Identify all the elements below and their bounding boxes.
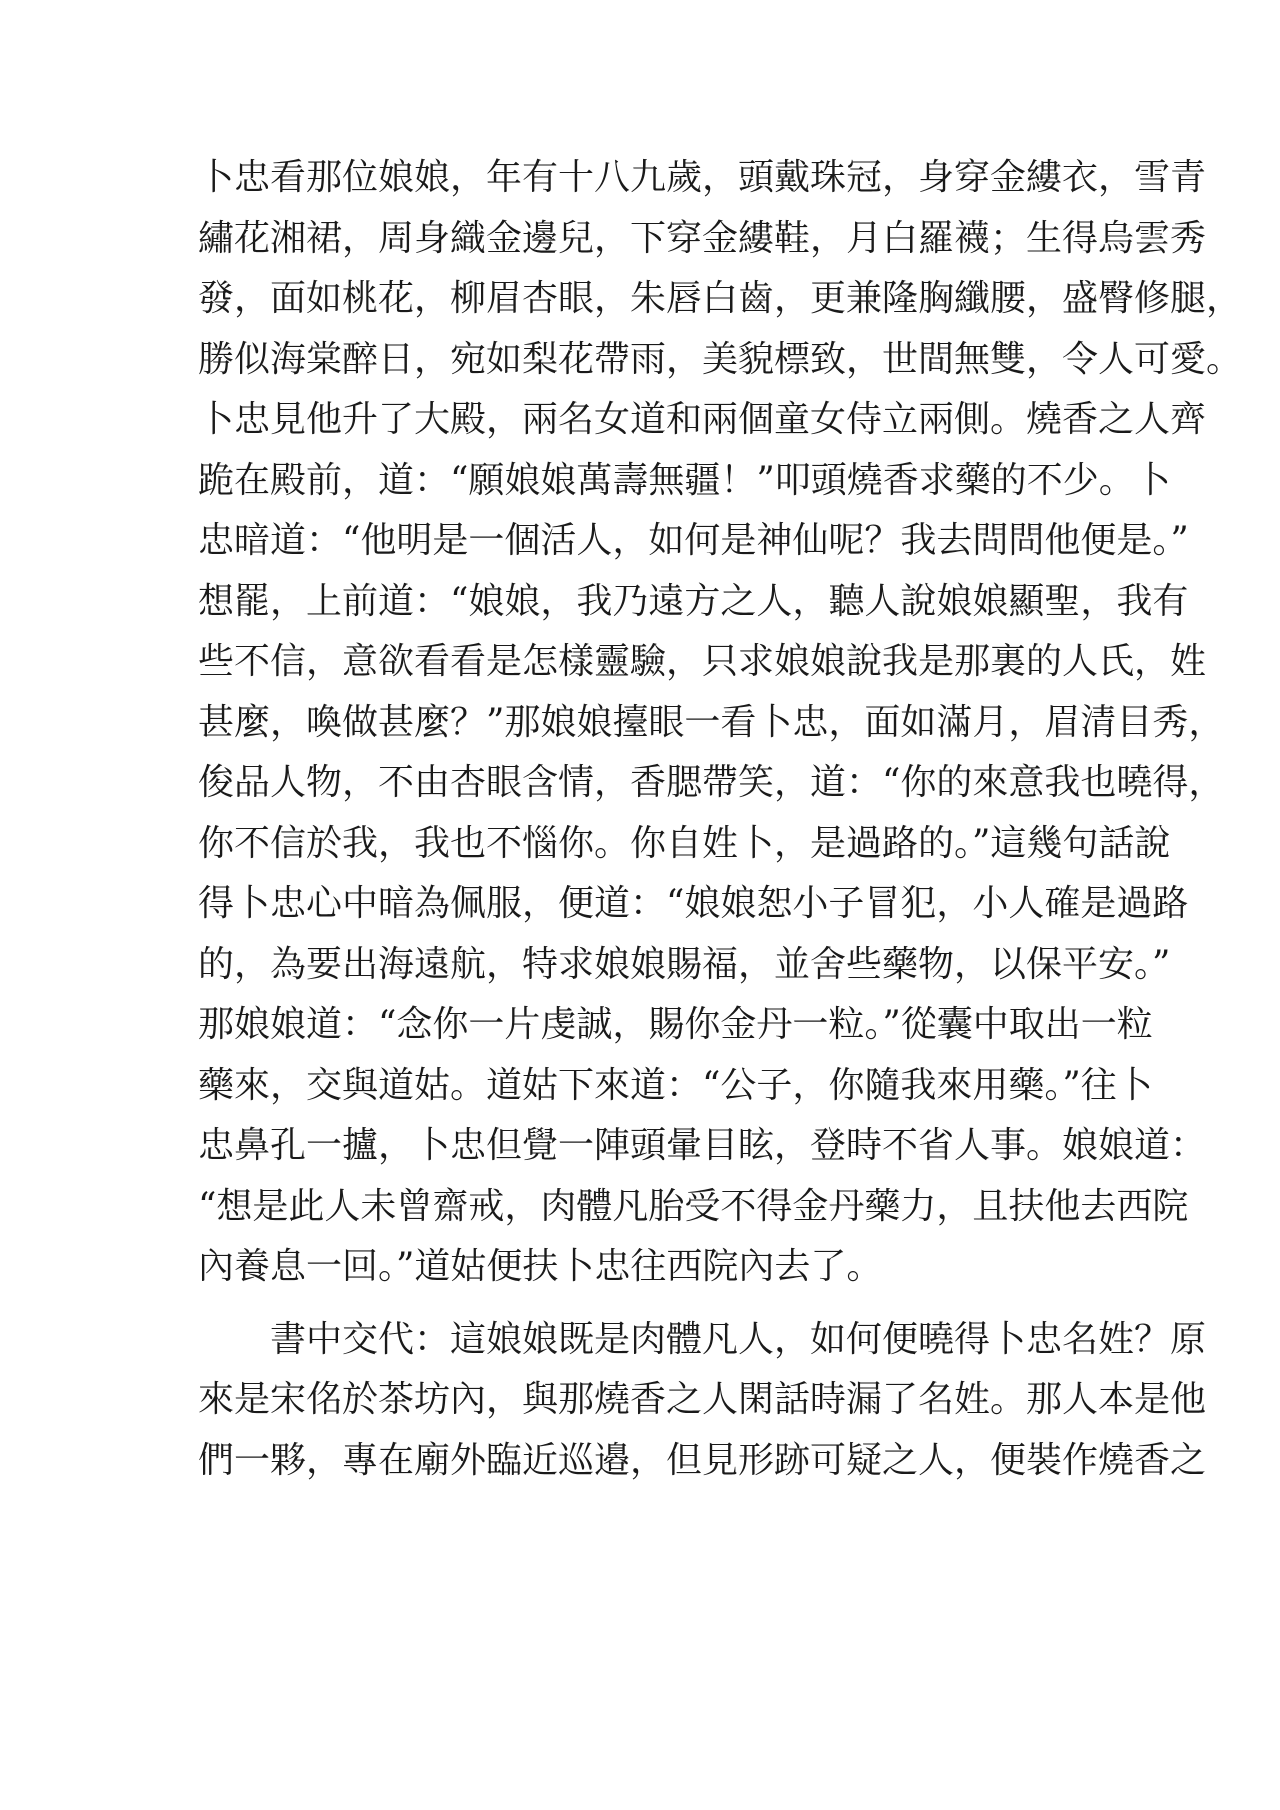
text-line: 來是宋佲於茶坊內，與那燒香之人閑話時漏了名姓。那人本是他	[198, 1379, 1207, 1420]
text-line: 繡花湘裙，周身織金邊兒，下穿金縷鞋，月白羅襪；生得烏雲秀	[198, 217, 1207, 259]
text-line: 那娘娘道：“念你一片虔誠，賜你金丹一粒。”從囊中取出一粒	[198, 1004, 1153, 1045]
text-line: 想罷，上前道：“娘娘，我乃遠方之人，聽人說娘娘顯聖，我有	[198, 580, 1189, 622]
text-line: 們一夥，專在廟外臨近巡邉，但見形跡可疑之人，便裝作燒香之	[198, 1439, 1207, 1481]
text-line: 得卜忠心中暗為佩服，便道：“娘娘恕小子冒犯，小人確是過路	[198, 883, 1189, 924]
text-line: 跪在殿前，道：“願娘娘萬壽無疆！”叩頭燒香求藥的不少。卜	[198, 459, 1171, 501]
text-line: 忠鼻孔一攎，卜忠但覺一陣頭暈目眩，登時不省人事。娘娘道：	[198, 1125, 1207, 1166]
paragraph-gap	[198, 1298, 1098, 1310]
text-line: 卜忠看那位娘娘，年有十八九歲，頭戴珠冠，身穿金縷衣，雪青	[198, 157, 1207, 198]
text-line: 勝似海棠醉日，宛如梨花帶雨，美貌標致，世間無雙，令人可愛。	[198, 338, 1243, 380]
body-text	[198, 148, 1243, 1491]
text-line: 你不信於我，我也不惱你。你自姓卜，是過路的。”這幾句話說	[198, 822, 1171, 864]
text-line: 忠暗道：“他明是一個活人，如何是神仙呢？我去問問他便是。”	[198, 520, 1189, 561]
text-line: 甚麼，喚做甚麼？”那娘娘擡眼一看卜忠，面如滿月，眉清目秀，	[198, 701, 1225, 743]
text-line: 藥來，交與道姑。道姑下來道：“公子，你隨我來用藥。”往卜	[198, 1064, 1153, 1106]
text-line: 些不信，意欲看看是怎樣靈驗，只求娘娘說我是那裏的人氏，姓	[198, 641, 1207, 682]
text-line: 卜忠見他升了大殿，兩名女道和兩個童女侍立兩側。燒香之人齊	[198, 399, 1207, 440]
text-line: 俊品人物，不由杏眼含情，香腮帶笑，道：“你的來意我也曉得，	[198, 762, 1225, 803]
text-line: 內養息一回。”道姑便扶卜忠往西院內去了。	[198, 1246, 883, 1287]
text-line: “想是此人未曾齋戒，肉體凡胎受不得金丹藥力，且扶他去西院	[198, 1185, 1189, 1227]
text-line: 發，面如桃花，柳眉杏眼，朱唇白齒，更兼隆胸纖腰，盛臀修腿，	[198, 278, 1243, 319]
paragraph-2	[198, 1310, 1207, 1492]
text-line: 的，為要出海遠航，特求娘娘賜福，並舍些藥物，以保平安。”	[198, 943, 1171, 985]
text-line: 書中交代：這娘娘既是肉體凡人，如何便曉得卜忠名姓？原	[270, 1318, 1207, 1360]
paragraph-1	[198, 148, 1243, 1298]
